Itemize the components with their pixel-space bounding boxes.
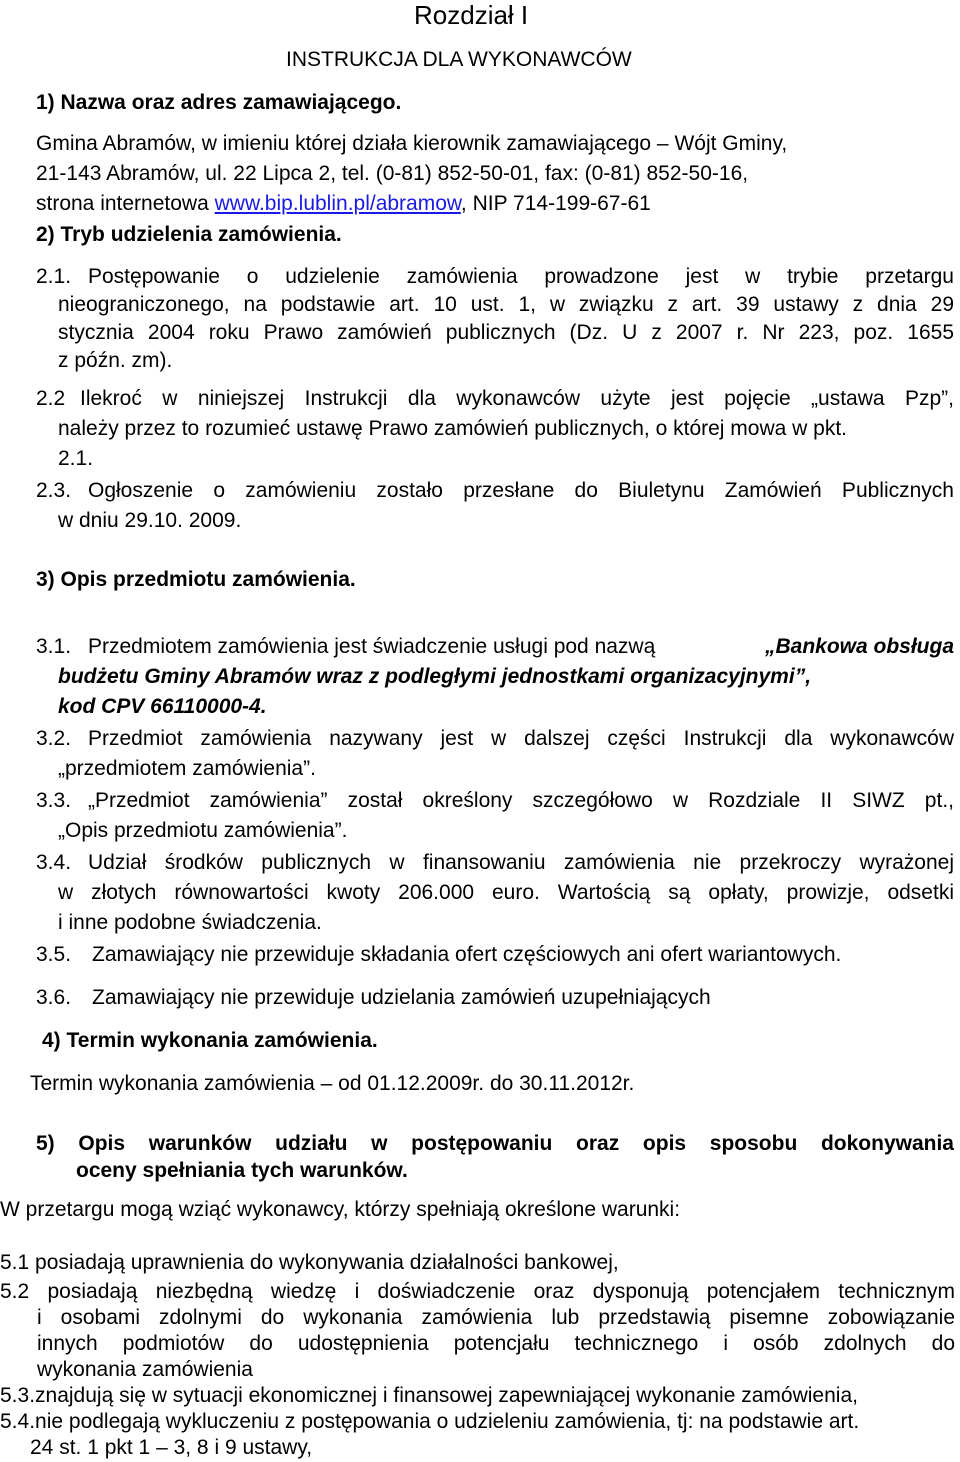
condition-item: 5.2 posiadają niezbędną wiedzę i doświadczenie oraz dysponują potencjałem technicznym (0, 1280, 955, 1303)
item-number: 3.4. (36, 851, 72, 874)
paragraph-line: Zamawiający nie przewiduje składania ofert częściowych ani ofert wariantowych. (92, 943, 842, 966)
section-4-heading: 4) Termin wykonania zamówienia. (42, 1029, 378, 1052)
section-5-heading-cont: oceny spełniania tych warunków. (76, 1159, 408, 1182)
document-subtitle: INSTRUKCJA DLA WYKONAWCÓW (286, 48, 632, 71)
paragraph-line: należy przez to rozumieć ustawę Prawo zamówień publicznych, o której mowa w pkt. (58, 417, 847, 440)
chapter-title: Rozdział I (414, 0, 529, 30)
paragraph-line: i inne podobne świadczenia. (58, 911, 322, 934)
item-number: 2.2 (36, 387, 66, 410)
item-number: 3.2. (36, 727, 72, 750)
s1-line-1: Gmina Abramów, w imieniu której działa kierownik zamawiającego – Wójt Gminy, (36, 132, 788, 155)
condition-item-cont: wykonania zamówienia (37, 1358, 253, 1381)
section-5-heading: 5) Opis warunków udziału w postępowaniu oraz opis sposobu dokonywania (36, 1132, 954, 1155)
paragraph-line: stycznia 2004 roku Prawo zamówień publicznych (Dz. U z 2007 r. Nr 223, poz. 1655 (58, 321, 954, 344)
paragraph-line: „przedmiotem zamówienia”. (58, 757, 316, 780)
condition-item-cont: 24 st. 1 pkt 1 – 3, 8 i 9 ustawy, (30, 1436, 313, 1459)
paragraph-line (88, 634, 954, 660)
conditions-intro: W przetargu mogą wziąć wykonawcy, którzy spełniają określone warunki: (0, 1198, 681, 1221)
condition-item: 5.3.znajdują się w sytuacji ekonomicznej i finansowej zapewniającej wykonanie zamówienia, (0, 1384, 858, 1407)
paragraph-line: z późn. zm). (58, 349, 173, 372)
term-text: Termin wykonania zamówienia – od 01.12.2009r. do 30.11.2012r. (30, 1072, 635, 1095)
s1-nip: , NIP 714-199-67-61 (460, 192, 651, 215)
item-number: 2.1. (36, 265, 72, 288)
section-1-heading: 1) Nazwa oraz adres zamawiającego. (36, 91, 402, 114)
condition-item-cont: i osobami zdolnymi do wykonania zamówienia lub przedstawią pisemne zobowiązanie (37, 1306, 955, 1329)
item-number: 3.3. (36, 789, 72, 812)
paragraph-line: Przedmiot zamówienia nazywany jest w dalszej części Instrukcji dla wykonawców (88, 727, 954, 750)
paragraph-line: nieograniczonego, na podstawie art. 10 ust. 1, w związku z art. 39 ustawy z dnia 29 (58, 293, 954, 316)
paragraph-line: w dniu 29.10. 2009. (58, 509, 242, 532)
paragraph-line: Ogłoszenie o zamówieniu zostało przesłane do Biuletynu Zamówień Publicznych (88, 479, 954, 502)
website-link[interactable]: www.bip.lublin.pl/abramow (214, 192, 461, 215)
paragraph-line: Udział środków publicznych w finansowaniu zamówienia nie przekroczy wyrażonej (88, 851, 954, 874)
s1-website-label: strona internetowa (36, 192, 209, 215)
s1-line-3 (36, 191, 651, 217)
item-number: 3.6. (36, 986, 72, 1009)
condition-item: 5.1 posiadają uprawnienia do wykonywania działalności bankowej, (0, 1251, 619, 1274)
paragraph-line: „Przedmiot zamówienia” został określony szczegółowo w Rozdziale II SIWZ pt., (88, 789, 954, 812)
paragraph-line: 2.1. (58, 447, 94, 470)
paragraph-line: „Opis przedmiotu zamówienia”. (58, 819, 348, 842)
paragraph-line: Ilekroć w niniejszej Instrukcji dla wykonawców użyte jest pojęcie „ustawa Pzp”, (80, 387, 954, 410)
paragraph-line: Zamawiający nie przewiduje udzielania zamówień uzupełniających (92, 986, 711, 1009)
item-number: 3.5. (36, 943, 72, 966)
service-intro: Przedmiotem zamówienia jest świadczenie usługi pod nazwą (88, 635, 656, 658)
cpv-code: kod CPV 66110000-4. (58, 695, 267, 718)
item-number: 2.3. (36, 479, 72, 502)
condition-item: 5.4.nie podlegają wykluczeniu z postępowania o udzieleniu zamówienia, tj: na podstawie art. (0, 1410, 860, 1433)
section-3-heading: 3) Opis przedmiotu zamówienia. (36, 568, 356, 591)
service-name: „Bankowa obsługa (764, 635, 954, 658)
service-name-cont: budżetu Gminy Abramów wraz z podległymi jednostkami organizacyjnymi”, (58, 665, 812, 688)
section-2-heading: 2) Tryb udzielenia zamówienia. (36, 223, 342, 246)
paragraph-line: Postępowanie o udzielenie zamówienia prowadzone jest w trybie przetargu (88, 265, 954, 288)
condition-item-cont: innych podmiotów do udostępnienia potencjału technicznego i osób zdolnych do (37, 1332, 955, 1355)
s1-line-2: 21-143 Abramów, ul. 22 Lipca 2, tel. (0-81) 852-50-01, fax: (0-81) 852-50-16, (36, 162, 749, 185)
paragraph-line: w złotych równowartości kwoty 206.000 euro. Wartością są opłaty, prowizje, odsetki (58, 881, 954, 904)
item-number: 3.1. (36, 635, 72, 658)
